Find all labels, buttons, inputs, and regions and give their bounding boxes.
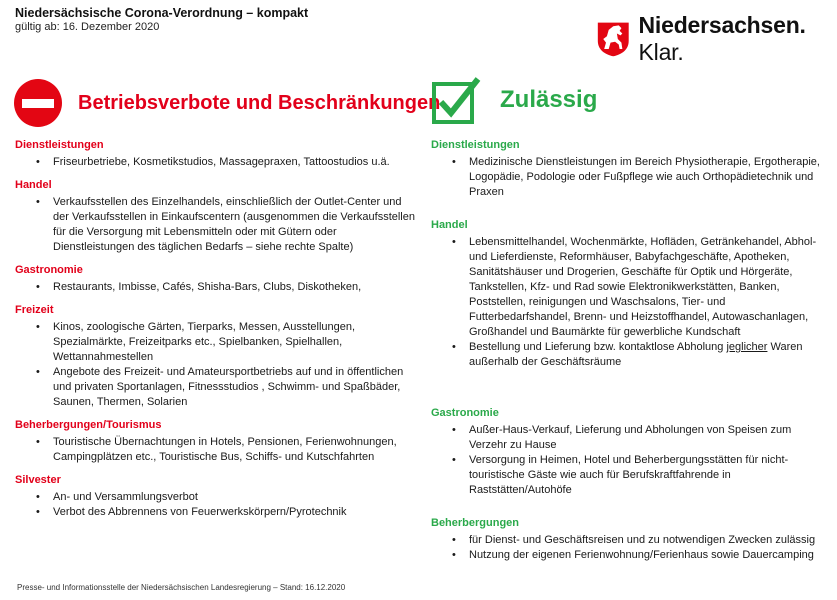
section-gastronomie xyxy=(431,406,823,498)
list-item: • Verbot des Abbrennens von Feuerwerkskörpern/Pyrotechnik xyxy=(15,505,415,520)
list-item: • Angebote des Freizeit- und Amateursportbetriebs auf und in öffentlichen und privaten Sportanlagen, Fitnessstudios , Schwimm- und Spaßbäder, Saunen, Thermen, Solarien xyxy=(15,365,415,410)
allowed-column xyxy=(431,138,823,571)
logo-claim: Klar. xyxy=(638,39,684,65)
prohibited-heading: Betriebsverbote und Beschränkungen xyxy=(78,91,441,114)
section-dienstleistungen xyxy=(431,138,823,200)
list-item: • Nutzung der eigenen Ferienwohnung/Ferienhaus sowie Dauercamping xyxy=(431,548,823,563)
section-title: Handel xyxy=(15,179,52,191)
horse-crest-icon xyxy=(596,19,631,59)
underlined-word: jeglicher xyxy=(726,341,768,353)
section-title: Handel xyxy=(431,219,468,231)
document-title: Niedersächsische Corona-Verordnung – kompakt xyxy=(15,6,309,20)
section-freizeit xyxy=(15,303,415,410)
list-item xyxy=(431,340,823,370)
prohibited-banner xyxy=(14,79,440,127)
list-item: • An- und Versammlungsverbot xyxy=(15,490,415,505)
section-title: Gastronomie xyxy=(15,264,83,276)
no-entry-icon xyxy=(14,79,62,127)
section-handel xyxy=(15,178,415,255)
niedersachsen-logo xyxy=(596,12,837,66)
list-item: • für Dienst- und Geschäftsreisen und zu notwendigen Zwecken zulässig xyxy=(431,533,823,548)
section-title: Gastronomie xyxy=(431,407,499,419)
checkbox-checked-icon xyxy=(432,76,482,124)
logo-wordmark xyxy=(639,12,837,66)
section-silvester xyxy=(15,473,415,520)
logo-name: Niedersachsen. xyxy=(638,12,806,38)
section-title: Freizeit xyxy=(15,304,54,316)
section-beherbergungen-tourismus xyxy=(15,418,415,465)
allowed-heading: Zulässig xyxy=(500,86,598,113)
section-handel xyxy=(431,218,823,370)
section-title: Silvester xyxy=(15,474,61,486)
allowed-banner xyxy=(432,76,597,124)
list-item: • Außer-Haus-Verkauf, Lieferung und Abholungen von Speisen zum Verzehr zu Hause xyxy=(431,423,823,453)
list-item-text: Bestellung und Lieferung bzw. kontaktlose Abholung xyxy=(469,341,727,353)
section-gastronomie xyxy=(15,263,415,295)
list-item: • Restaurants, Imbisse, Cafés, Shisha-Bars, Clubs, Diskotheken, xyxy=(15,280,415,295)
list-item: • Touristische Übernachtungen in Hotels, Pensionen, Ferienwohnungen, Campingplätzen etc., Touristische Bus, Schiffs- und Kutschfahrten xyxy=(15,435,415,465)
prohibited-column xyxy=(15,138,415,528)
list-item: • Verkaufsstellen des Einzelhandels, einschließlich der Outlet-Center und der Verkaufsstellen in Einkaufscentern (ausgenommen die Verkaufsstellen für die Versorgung mit Lebensmitteln oder mit Gütern oder Dienstleistungen des täglichen Bedarfs – siehe rechte Spalte) xyxy=(15,195,415,255)
list-item-text: Waren außerhalb der Geschäftsräume xyxy=(469,341,803,368)
section-title: Dienstleistungen xyxy=(15,139,104,151)
list-item: • Kinos, zoologische Gärten, Tierparks, Messen, Ausstellungen, Spezialmärkte, Freizeitparks etc., Spielbanken, Spielhallen, Wettannahmestellen xyxy=(15,320,415,365)
section-title: Dienstleistungen xyxy=(431,139,520,151)
valid-from-date: gültig ab: 16. Dezember 2020 xyxy=(15,21,160,33)
list-item: • Lebensmittelhandel, Wochenmärkte, Hofläden, Getränkehandel, Abhol- und Lieferdienste, Reformhäuser, Babyfachgeschäfte, Apotheken, Sanitätshäuser und Drogerien, Geschäfte für Optik und Hörgeräte, Tankstellen, Kfz- und Rad sowie Elektronikwerkstätten, Banken, Poststellen, reinigungen und Waschsalons, Tier- und Futterbedarfshandel, Brenn- und Heizstoffhandel, Autowaschanlagen, Großhandel und Baumärkte für gewerbliche Kundschaft xyxy=(431,235,823,340)
list-item: • Medizinische Dienstleistungen im Bereich Physiotherapie, Ergotherapie, Logopädie, Podologie oder Fußpflege wie auch Orthopädietechnik und Praxen xyxy=(431,155,823,200)
list-item: • Friseurbetriebe, Kosmetikstudios, Massagepraxen, Tattoostudios u.ä. xyxy=(15,155,415,170)
section-beherbergungen xyxy=(431,516,823,563)
section-title: Beherbergungen xyxy=(431,517,520,529)
section-dienstleistungen xyxy=(15,138,415,170)
footer-credit: Presse- und Informationsstelle der Niedersächsischen Landesregierung – Stand: 16.12.2020 xyxy=(17,583,346,592)
list-item: • Versorgung in Heimen, Hotel und Beherbergungsstätten für nicht-touristische Gäste wie auch für Berufskraftfahrende in Raststätten/Autohöfe xyxy=(431,453,823,498)
section-title: Beherbergungen/Tourismus xyxy=(15,419,162,431)
